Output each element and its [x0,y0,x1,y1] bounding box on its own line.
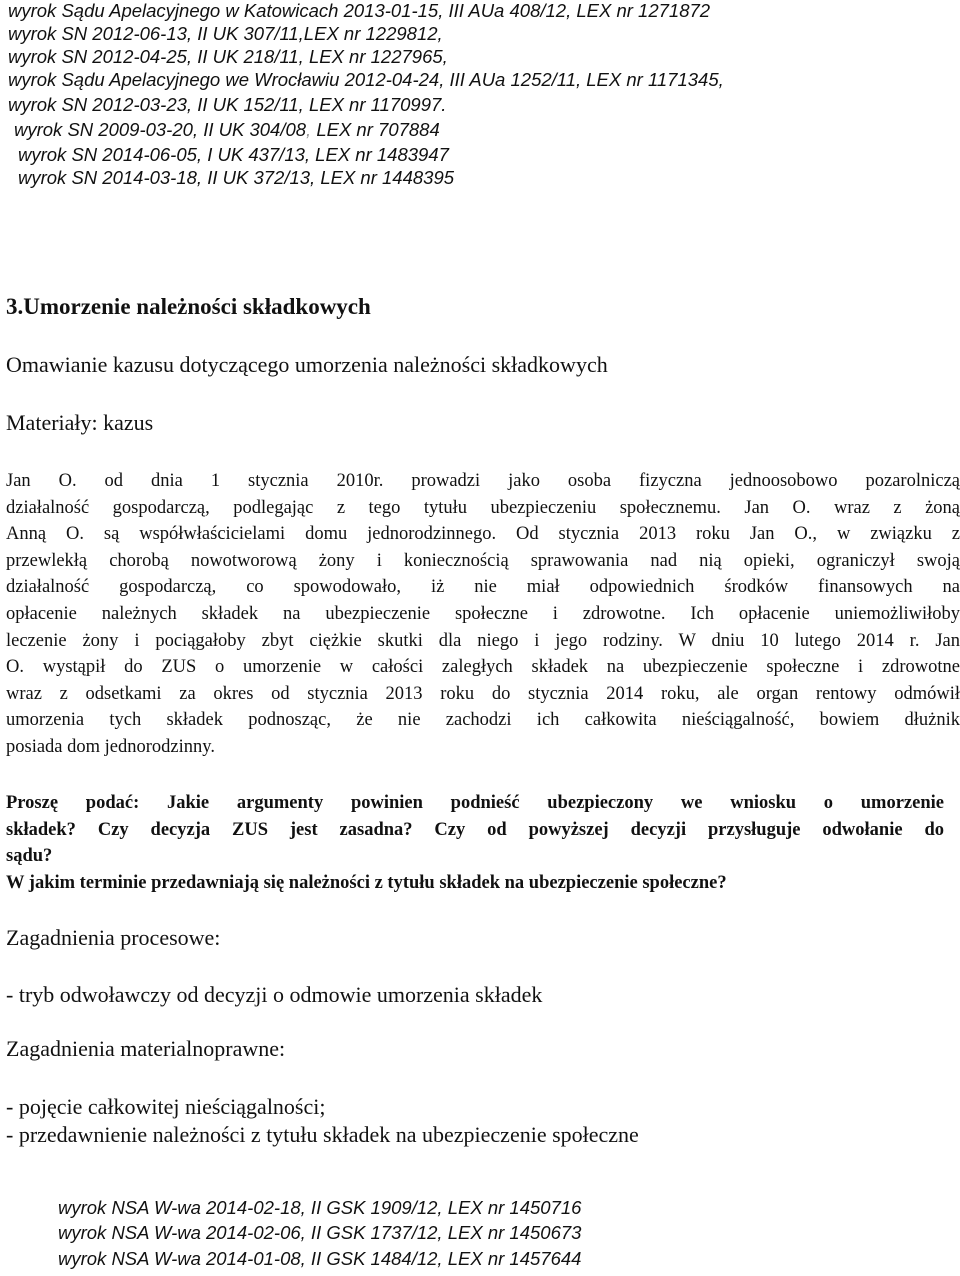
section-subtitle: Omawianie kazusu dotyczącego umorzenia należności składkowych [6,352,608,377]
material-law-item: - przedawnienie należności z tytułu składek na ubezpieczenie społeczne [6,1122,639,1147]
procedural-item: - tryb odwoławczy od decyzji o odmowie umorzenia składek [6,982,543,1007]
citation-line: wyrok Sądu Apelacyjnego we Wrocławiu 2012-04-24, III AUa 1252/11, LEX nr 1171345, [8,69,724,90]
question-line: W jakim terminie przedawniają się należności z tytułu składek na ubezpieczenie społeczne? [6,872,727,893]
case-line: przewlekłą chorobą nowotworową żony i koniecznością sprawowania nad nią opieki, ograniczył swoją [6,550,960,571]
case-line: działalność gospodarczą, co spowodowało, iż nie miał odpowiednich środków finansowych na [6,577,960,598]
case-line: działalność gospodarczą, podlegając z tego tytułu ubezpieczeniu społecznemu. Jan O. wraz z żoną [6,497,960,518]
citation-line: wyrok SN 2012-04-25, II UK 218/11, LEX nr 1227965, [8,46,448,67]
question-line: Proszę podać: Jakie argumenty powinien podnieść ubezpieczony we wniosku o umorzenie [6,793,944,813]
case-line: Jan O. od dnia 1 stycznia 2010r. prowadzi jako osoba fizyczna jednoosobowo pozarolniczą [6,471,960,491]
citation-line: wyrok NSA W-wa 2014-01-08, II GSK 1484/12, LEX nr 1457644 [58,1248,582,1269]
questions-block [6,790,944,896]
citation-comma: , [306,119,312,140]
citation-line: wyrok SN 2014-06-05, I UK 437/13, LEX nr 1483947 [18,144,449,165]
citation-line: wyrok NSA W-wa 2014-02-18, II GSK 1909/12, LEX nr 1450716 [58,1197,582,1218]
case-line: Anną O. są współwłaścicielami domu jednorodzinnego. Od stycznia 2013 roku Jan O., w związku z [6,524,960,545]
citation-line [14,119,440,141]
case-line: O. wystąpił do ZUS o umorzenie w całości zaległych składek na ubezpieczenie społeczne i zdrowotne [6,657,960,678]
citation-line: wyrok Sądu Apelacyjnego w Katowicach 2013-01-15, III AUa 408/12, LEX nr 1271872 [8,0,711,21]
citation-line: wyrok SN 2014-03-18, II UK 372/13, LEX nr 1448395 [18,167,455,188]
case-line: umorzenia tych składek podnosząc, że nie zachodzi ich całkowita nieściągalność, bowiem dłużnik [6,710,960,731]
case-line: opłacenie należnych składek na ubezpieczenie społeczne i zdrowotne. Ich opłacenie uniemożliwiłoby [6,603,960,624]
question-line: sądu? [6,846,53,867]
case-paragraph [6,468,960,761]
citation-text: wyrok SN 2009-03-20, II UK 304/08 [14,119,307,140]
case-line: leczenie żony i pociągałoby zbyt ciężkie skutki dla niego i jego rodziny. W dniu 10 lutego 2014 r. Jan [6,630,960,651]
material-law-item: - pojęcie całkowitej nieściągalności; [6,1094,326,1119]
material-law-heading: Zagadnienia materialnoprawne: [6,1036,286,1061]
case-line: wraz z odsetkami za okres od stycznia 2013 roku do stycznia 2014 roku, ale organ rentowy odmówił [6,683,960,704]
case-line: posiada dom jednorodzinny. [6,736,215,757]
citation-line: wyrok SN 2012-06-13, II UK 307/11,LEX nr 1229812, [8,23,443,44]
materials-label: Materiały: kazus [6,410,154,435]
citation-line: wyrok SN 2012-03-23, II UK 152/11, LEX nr 1170997. [8,94,447,115]
question-line: składek? Czy decyzja ZUS jest zasadna? Czy od powyższej decyzji przysługuje odwołanie do [6,819,944,840]
citation-text: LEX nr 707884 [311,119,440,140]
section-heading: 3.Umorzenie należności składkowych [6,294,371,319]
procedural-heading: Zagadnienia procesowe: [6,925,221,950]
citation-line: wyrok NSA W-wa 2014-02-06, II GSK 1737/12, LEX nr 1450673 [58,1222,582,1243]
